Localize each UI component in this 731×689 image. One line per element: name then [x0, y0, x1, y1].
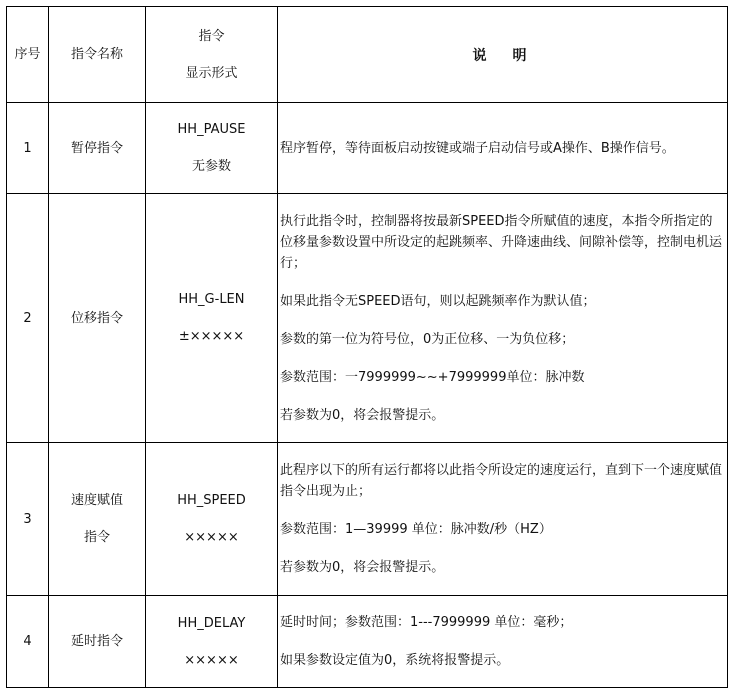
- row-description: [278, 194, 728, 443]
- row-format: [146, 194, 278, 443]
- row-name: [49, 443, 146, 596]
- row-name-line2: 指令: [83, 530, 110, 545]
- description-line: 若参数为0，将会报警提示。: [280, 560, 445, 575]
- description-line: 此程序以下的所有运行都将以此指令所设定的速度运行，直到下一个速度赋值指令出现为止；: [280, 463, 723, 499]
- header-description: 说明: [278, 7, 728, 103]
- row-format: [146, 443, 278, 596]
- row-format-command: HH_SPEED: [177, 493, 246, 508]
- description-line: 参数的第一位为符号位，0为正位移、一为负位移；: [280, 331, 575, 347]
- row-name-line1: 速度赋值: [70, 493, 123, 508]
- header-format-line1: 指令: [198, 28, 225, 44]
- description-line: 若参数为0，将会报警提示。: [280, 407, 445, 423]
- row-description: [278, 596, 728, 688]
- row-format-parameter: ×××××: [184, 530, 239, 545]
- row-format-command: HH_DELAY: [177, 615, 246, 631]
- description-line: 程序暂停，等待面板启动按键或端子启动信号或A操作、B操作信号。: [280, 140, 675, 156]
- row-format-parameter: ×××××: [184, 652, 239, 668]
- row-format-parameter: 无参数: [191, 159, 231, 174]
- row-format-command: HH_G-LEN: [178, 292, 245, 307]
- table-row: [7, 596, 728, 688]
- row-format: [146, 103, 278, 194]
- table-row: [7, 194, 728, 443]
- description-line: 执行此指令时，控制器将按最新SPEED指令所赋值的速度，本指令所指定的位移量参数设置中所设定的起跳频率、升降速曲线、间隙补偿等，控制电机运行；: [280, 213, 723, 271]
- row-description: [278, 103, 728, 194]
- row-name: 暂停指令: [49, 103, 146, 194]
- row-index: 1: [7, 103, 49, 194]
- row-format-command: HH_PAUSE: [177, 122, 246, 137]
- header-index: 序号: [7, 7, 49, 103]
- instruction-table: [6, 6, 728, 688]
- row-format: [146, 596, 278, 688]
- description-line: 参数范围：1—39999 单位：脉冲数/秒（HZ）: [280, 522, 552, 537]
- description-line: 如果参数设定值为0，系统将报警提示。: [280, 653, 510, 668]
- row-name: 位移指令: [49, 194, 146, 443]
- table-row: [7, 103, 728, 194]
- row-index: 2: [7, 194, 49, 443]
- row-index: 4: [7, 596, 49, 688]
- header-format: [146, 7, 278, 103]
- header-format-line2: 显示形式: [185, 65, 238, 81]
- row-format-parameter: ±×××××: [178, 329, 245, 344]
- header-name: 指令名称: [49, 7, 146, 103]
- table-header-row: [7, 7, 728, 103]
- table-row: [7, 443, 728, 596]
- description-line: 如果此指令无SPEED语句，则以起跳频率作为默认值；: [280, 293, 596, 309]
- row-description: [278, 443, 728, 596]
- description-line: 参数范围：一7999999~~+7999999单位：脉冲数: [280, 369, 585, 385]
- description-line: 延时时间；参数范围：1---7999999 单位：毫秒；: [280, 615, 573, 630]
- row-index: 3: [7, 443, 49, 596]
- row-name: 延时指令: [49, 596, 146, 688]
